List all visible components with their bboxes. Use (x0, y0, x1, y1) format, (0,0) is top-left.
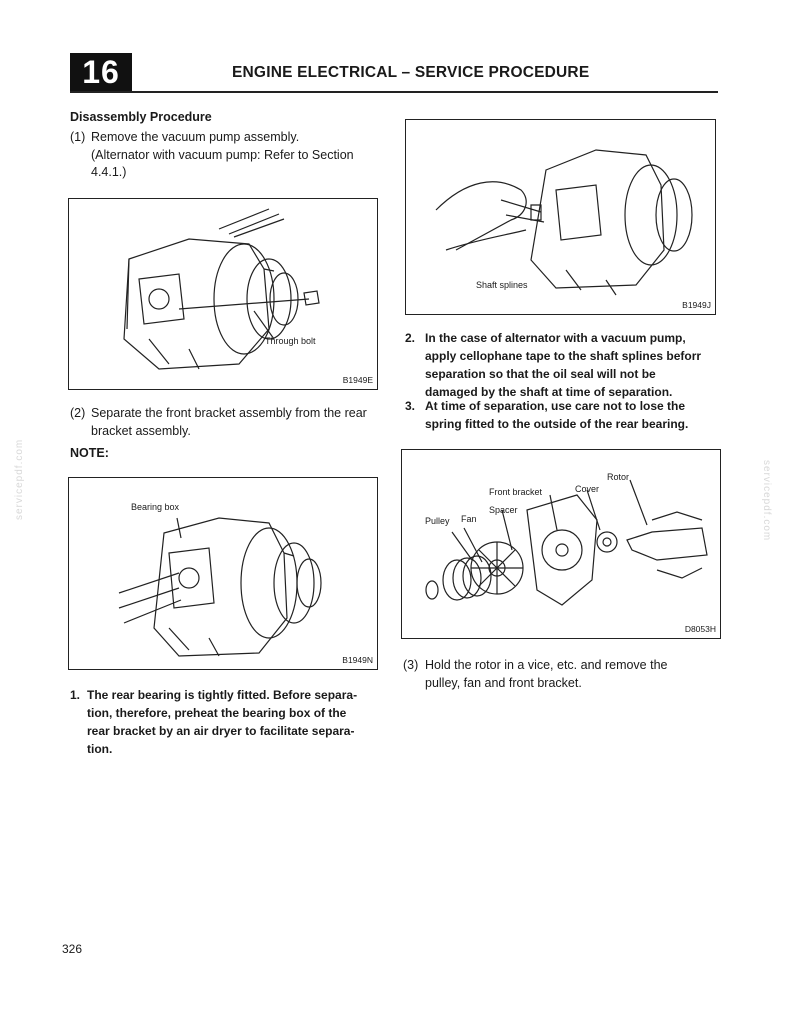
figure-code: D8053H (684, 624, 716, 634)
step-2-line-2: bracket assembly. (91, 424, 191, 438)
figure-label-front-bracket: Front bracket (489, 487, 543, 497)
note-heading: NOTE: (70, 446, 109, 460)
note-1-line-4: tion. (87, 742, 113, 756)
page-number: 326 (62, 942, 83, 956)
figure-exploded-view (401, 449, 721, 639)
note-1-line-1: The rear bearing is tightly fitted. Before separa- (87, 688, 358, 702)
step-3-line-2: pulley, fan and front bracket. (425, 676, 582, 690)
figure-shaft-splines (405, 119, 716, 315)
note-3-line-1: At time of separation, use care not to lose the (425, 399, 686, 413)
exploded-view-illustration (402, 450, 720, 638)
section-number-badge: 16 (70, 53, 132, 91)
note-2-line-1: In the case of alternator with a vacuum pump, (425, 331, 686, 345)
figure-code: B1949N (342, 655, 373, 665)
alternator-illustration-1 (69, 199, 377, 389)
figure-label-through-bolt: Through bolt (265, 336, 316, 346)
step-1-line-3: 4.4.1.) (91, 165, 127, 179)
step-3-line-1: Hold the rotor in a vice, etc. and remove the (425, 658, 668, 672)
figure-label-bearing-box: Bearing box (131, 502, 180, 512)
note-2-line-3: separation so that the oil seal will not be (425, 367, 656, 381)
note-2-line-4: damaged by the shaft at time of separation. (425, 385, 673, 399)
figure-label-pulley: Pulley (425, 516, 450, 526)
step-3-number: (3) (403, 658, 419, 672)
step-2-number: (2) (70, 406, 86, 420)
step-1-number: (1) (70, 130, 86, 144)
watermark-left: servicepdf.com (14, 438, 25, 520)
note-1-line-2: tion, therefore, preheat the bearing box of the (87, 706, 347, 720)
figure-bearing-box (68, 477, 378, 670)
note-1-line-3: rear bracket by an air dryer to facilitate separa- (87, 724, 355, 738)
figure-code: B1949E (342, 375, 373, 385)
page-title: ENGINE ELECTRICAL – SERVICE PROCEDURE (232, 64, 590, 81)
figure-label-shaft-splines: Shaft splines (476, 280, 528, 290)
figure-label-spacer: Spacer (489, 505, 518, 515)
note-3-number: 3. (405, 399, 416, 413)
figure-label-rotor: Rotor (607, 472, 630, 482)
step-2-line-1: Separate the front bracket assembly from the rear (91, 406, 367, 420)
figure-through-bolt (68, 198, 378, 390)
figure-code: B1949J (682, 300, 711, 310)
step-1-line-2: (Alternator with vacuum pump: Refer to Section (91, 148, 354, 162)
alternator-illustration-2 (69, 478, 377, 669)
note-2-line-2: apply cellophane tape to the shaft splines beforr (425, 349, 702, 363)
header-rule (70, 91, 718, 93)
alternator-illustration-3 (406, 120, 715, 314)
step-1-line-1: Remove the vacuum pump assembly. (91, 130, 300, 144)
note-1-number: 1. (70, 688, 81, 702)
figure-label-cover: Cover (575, 484, 600, 494)
note-3-line-2: spring fitted to the outside of the rear bearing. (425, 417, 689, 431)
section-heading: Disassembly Procedure (70, 110, 212, 124)
watermark-right: servicepdf.com (761, 460, 772, 542)
note-2-number: 2. (405, 331, 416, 345)
figure-label-fan: Fan (461, 514, 477, 524)
